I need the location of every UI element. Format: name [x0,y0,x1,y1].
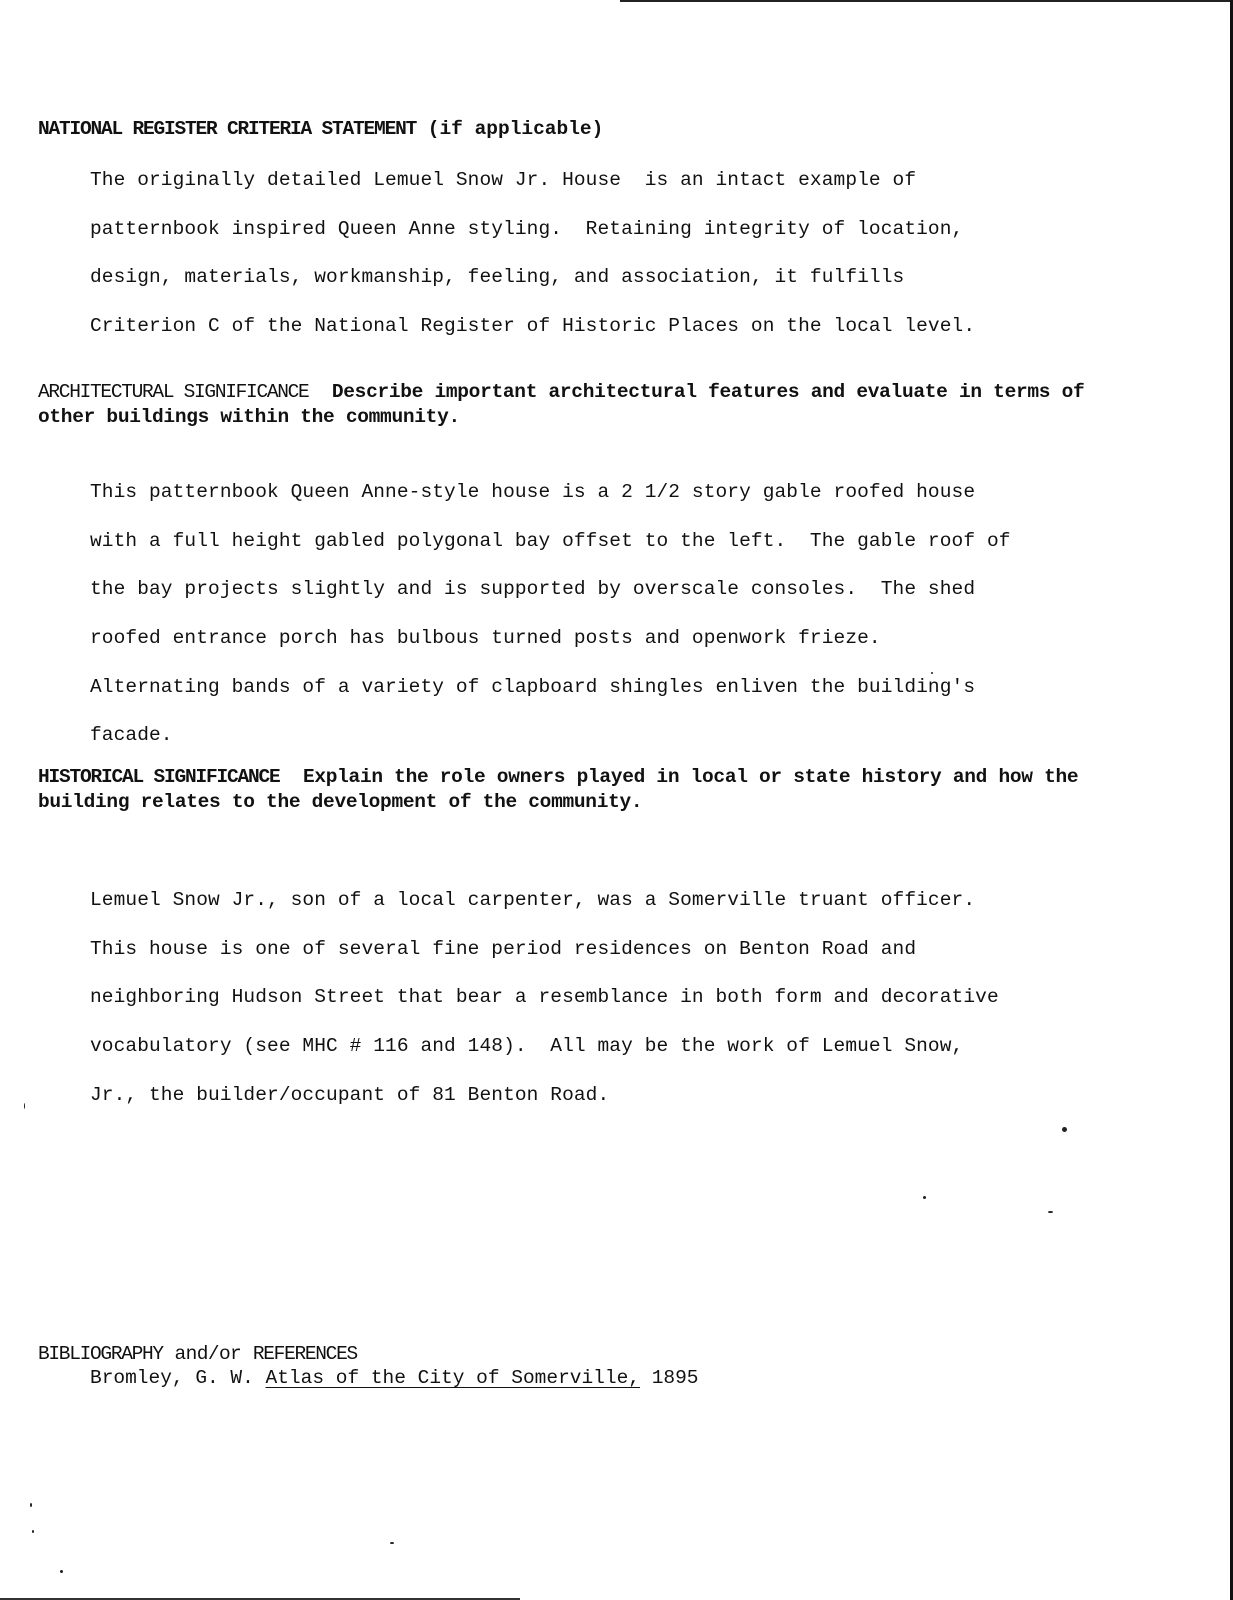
historical-line: neighboring Hudson Street that bear a resemblance in both form and decorative [90,986,999,1009]
bibliography-entry [90,1366,699,1390]
architectural-prompt: Describe important architectural features and evaluate in terms of [331,381,1085,403]
criteria-heading-note: (if applicable) [427,118,604,140]
scan-speck [30,1503,32,1507]
architectural-line: Alternating bands of a variety of clapboard shingles enliven the building's [90,675,976,698]
bibliography-heading-part2: and/or [174,1343,242,1365]
criteria-line: Criterion C of the National Register of Historic Places on the local level. [90,315,976,338]
architectural-heading [38,380,1198,430]
criteria-heading-title: NATIONAL REGISTER CRITERIA STATEMENT [38,118,417,140]
bibliography-heading-part3: REFERENCES [252,1343,357,1365]
criteria-heading [38,117,1198,142]
historical-line: Jr., the builder/occupant of 81 Benton Road. [90,1083,610,1106]
historical-line: Lemuel Snow Jr., son of a local carpenter, was a Somerville truant officer. [90,889,976,912]
bibliography-heading-part1: BIBLIOGRAPHY [38,1343,163,1365]
scan-speck [1062,1127,1067,1132]
architectural-line: with a full height gabled polygonal bay offset to the left. The gable roof of [90,529,1011,552]
criteria-line: The originally detailed Lemuel Snow Jr. House is an intact example of [90,169,917,192]
criteria-statement [90,144,975,363]
historical-line: This house is one of several fine period residences on Benton Road and [90,937,917,960]
bibliography-title: Atlas of the City of Somerville, [265,1367,640,1389]
scan-speck [32,1530,34,1533]
bibliography-year: 1895 [640,1367,699,1389]
scan-speck [390,1542,394,1544]
historical-description [90,864,999,1131]
architectural-heading-title: ARCHITECTURAL SIGNIFICANCE [38,381,309,403]
architectural-prompt-cont: other buildings within the community. [38,406,460,428]
architectural-line: roofed entrance porch has bulbous turned posts and openwork frieze. [90,627,881,650]
historical-prompt: Explain the role owners played in local or state history and how the [302,766,1079,788]
scan-edge-top [620,0,1233,2]
architectural-description [90,456,1011,772]
historical-line: vocabulatory (see MHC # 116 and 148). All may be the work of Lemuel Snow, [90,1035,964,1058]
architectural-line: facade. [90,724,173,747]
scan-speck [923,1196,926,1199]
scan-speck [60,1570,63,1573]
scan-speck [1048,1211,1053,1213]
criteria-line: patternbook inspired Queen Anne styling. Retaining integrity of location, [90,217,964,240]
architectural-line: the bay projects slightly and is supported by overscale consoles. The shed [90,578,976,601]
criteria-line: design, materials, workmanship, feeling, and association, it fulfills [90,266,905,289]
bibliography-heading [38,1342,1198,1367]
scan-speck [931,672,933,674]
bibliography-author: Bromley, G. W. [90,1367,266,1389]
architectural-line: This patternbook Queen Anne-style house is a 2 1/2 story gable roofed house [90,481,976,504]
historical-heading-title: HISTORICAL SIGNIFICANCE [38,766,280,788]
scan-speck [24,1103,25,1109]
historical-heading [38,765,1198,815]
historical-prompt-cont: building relates to the development of the community. [38,791,643,813]
